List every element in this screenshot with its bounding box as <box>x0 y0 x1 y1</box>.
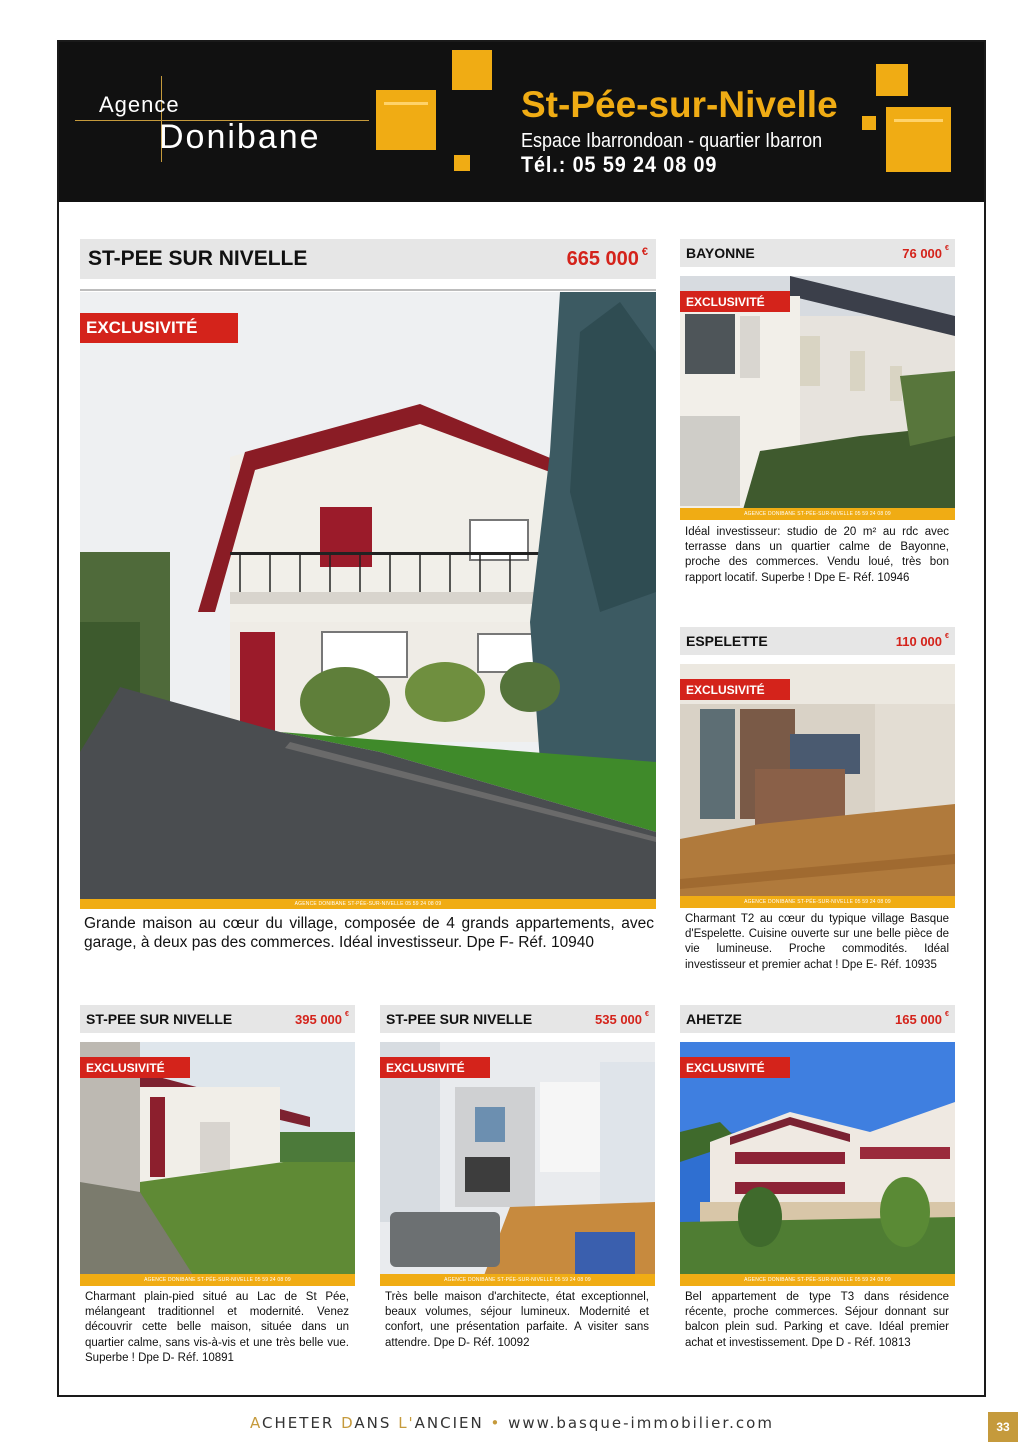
footer-word: CHETER <box>262 1414 342 1432</box>
footer-separator: • <box>483 1414 509 1432</box>
listing-photo[interactable] <box>80 1042 355 1286</box>
listing-price: 165 000 € <box>895 1010 949 1027</box>
decor-square <box>886 107 951 172</box>
footer-initial: A <box>250 1414 263 1432</box>
agency-header-banner <box>59 42 984 202</box>
exclusivity-badge: EXCLUSIVITÉ <box>380 1057 490 1078</box>
logo-agence-text: Agence <box>99 92 180 117</box>
logo-donibane-text: Donibane <box>159 118 321 156</box>
listing-title-bar <box>680 239 955 267</box>
listing-description: Bel appartement de type T3 dans résidence récente, proche commerces. Séjour donnant sur balcon plein sud. Parking et cave. Idéal premier achat et investissement. Dpe D - Réf. 10813 <box>685 1291 949 1349</box>
exclusivity-badge: EXCLUSIVITÉ <box>680 291 790 312</box>
footer-word: ANCIEN <box>414 1414 484 1432</box>
listing-photo[interactable] <box>680 1042 955 1286</box>
decor-square <box>452 50 492 90</box>
header-phone: Tél.: 05 59 24 08 09 <box>521 152 718 177</box>
listing-price: 535 000 € <box>595 1010 649 1027</box>
page-number: 33 <box>988 1412 1018 1442</box>
listing-price: 395 000 € <box>295 1010 349 1027</box>
exclusivity-badge: EXCLUSIVITÉ <box>680 679 790 700</box>
listing-price: 665 000 € <box>566 245 648 270</box>
listing-description: Grande maison au cœur du village, composée de 4 grands appartements, avec garage, à deux pas des commerces. Idéal investisseur. Dpe F- Réf. 10940 <box>84 915 654 951</box>
listing-title-bar <box>680 1005 955 1033</box>
photo-credit: AGENCE DONIBANE ST-PÉE-SUR-NIVELLE 05 59 24 08 09 <box>380 1274 655 1286</box>
listing-description: Charmant plain-pied situé au Lac de St Pée, mélangeant traditionnel et modernité. Venez découvrir cette belle maison, située dans un quartier calme, sans vis-à-vis et une très belle vue. Superbe ! Dpe D- Réf. 10891 <box>85 1291 349 1364</box>
residence-photo-illustration <box>680 1042 955 1286</box>
listing-title-bar <box>80 239 656 279</box>
building-photo-illustration <box>680 276 955 520</box>
listing-location: ST-PEE SUR NIVELLE <box>386 1011 533 1027</box>
house-photo-illustration <box>80 292 656 909</box>
decor-square <box>876 64 908 96</box>
living-room-photo-illustration <box>380 1042 655 1286</box>
listing-location: BAYONNE <box>686 245 755 261</box>
listing-title-bar <box>380 1005 655 1033</box>
title-divider <box>80 289 656 291</box>
decor-square <box>862 116 876 130</box>
listing-price: 110 000 € <box>895 632 949 649</box>
listing-location: ESPELETTE <box>686 633 768 649</box>
listing-description: Idéal investisseur: studio de 20 m² au rdc avec terrasse dans un quartier calme de Bayonne, proche des commerces. Vendu loué, très bon rapport locatif. Superbe ! Dpe E- Réf. 10946 <box>685 526 949 584</box>
footer-website-link[interactable]: www.basque-immobilier.com <box>508 1414 774 1432</box>
photo-credit: AGENCE DONIBANE ST-PÉE-SUR-NIVELLE 05 59 24 08 09 <box>680 508 955 520</box>
listing-title-bar <box>80 1005 355 1033</box>
listing-photo[interactable] <box>680 276 955 520</box>
listing-description: Très belle maison d'architecte, état exceptionnel, beaux volumes, séjour lumineux. Modernité et confort, une présentation parfaite. A visiter sans attendre. Dpe D- Réf. 10092 <box>385 1291 649 1349</box>
footer-initial: D <box>341 1414 355 1432</box>
footer-initial: L' <box>398 1414 415 1432</box>
photo-credit: AGENCE DONIBANE ST-PÉE-SUR-NIVELLE 05 59 24 08 09 <box>80 899 656 909</box>
interior-photo-illustration <box>680 664 955 908</box>
decor-square <box>376 90 436 150</box>
exclusivity-badge: EXCLUSIVITÉ <box>80 1057 190 1078</box>
listing-location: ST-PEE SUR NIVELLE <box>88 247 308 270</box>
exclusivity-badge: EXCLUSIVITÉ <box>80 313 238 343</box>
footer-tagline <box>0 1414 1024 1432</box>
header-city: St-Pée-sur-Nivelle <box>521 84 838 125</box>
decor-square <box>454 155 470 171</box>
listing-price: 76 000 € <box>902 244 949 261</box>
photo-credit: AGENCE DONIBANE ST-PÉE-SUR-NIVELLE 05 59 24 08 09 <box>80 1274 355 1286</box>
listing-location: AHETZE <box>686 1011 742 1027</box>
villa-photo-illustration <box>80 1042 355 1286</box>
listing-photo[interactable] <box>380 1042 655 1286</box>
header-address: Espace Ibarrondoan - quartier Ibarron <box>521 130 823 152</box>
exclusivity-badge: EXCLUSIVITÉ <box>680 1057 790 1078</box>
footer-word: ANS <box>354 1414 399 1432</box>
listing-photo[interactable] <box>80 292 656 909</box>
photo-credit: AGENCE DONIBANE ST-PÉE-SUR-NIVELLE 05 59 24 08 09 <box>680 1274 955 1286</box>
photo-credit: AGENCE DONIBANE ST-PÉE-SUR-NIVELLE 05 59 24 08 09 <box>680 896 955 908</box>
listing-description: Charmant T2 au cœur du typique village Basque d'Espelette. Cuisine ouverte sur une belle pièce de vie lumineuse. Proche commodités. Idéal investisseur et premier achat ! Dpe E- Réf. 10935 <box>685 913 949 971</box>
listing-title-bar <box>680 627 955 655</box>
listing-location: ST-PEE SUR NIVELLE <box>86 1011 233 1027</box>
listing-photo[interactable] <box>680 664 955 908</box>
